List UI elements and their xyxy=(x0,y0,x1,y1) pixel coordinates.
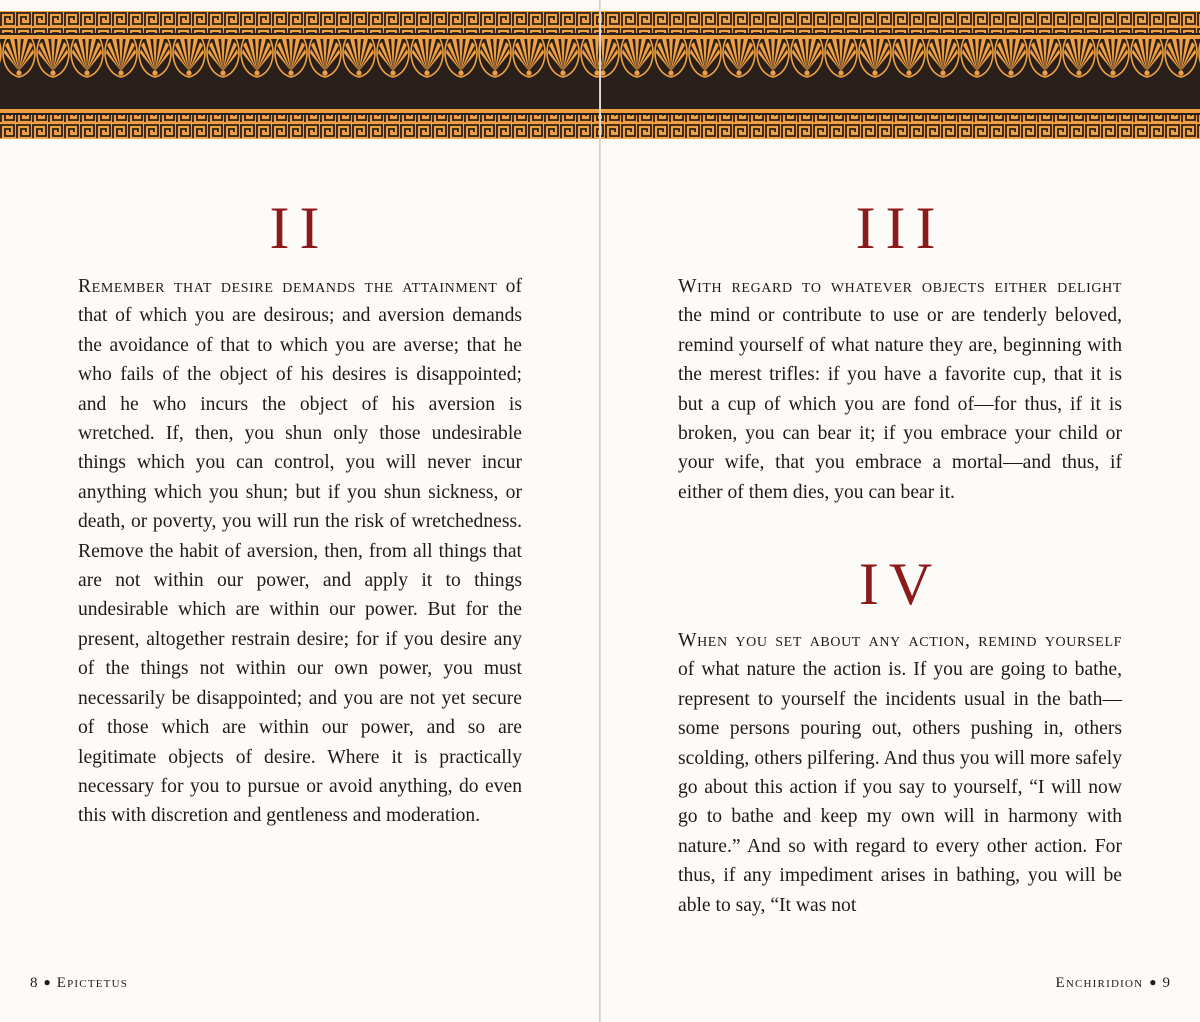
right-page-number: 9 xyxy=(1162,975,1170,991)
greek-palmette-border xyxy=(0,11,599,139)
chapter-number-ii: II xyxy=(269,195,330,261)
chapter-iii-paragraph: the mind or contribute to use or are tenderly beloved, remind yourself of what nature they are, beginning with the merest trifles: if you have a favorite cup, that it is but a cup of which you are fond of—for thus, if it is broken, you can bear it; if you embrace your child or your wife, that you embrace a mortal—and thus, if either of them dies, you can bear it. xyxy=(678,305,1122,503)
chapter-number-iii: III xyxy=(855,195,946,261)
right-running-title: Enchiridion xyxy=(1055,975,1144,991)
folio-bullet-icon: ● xyxy=(1149,975,1157,989)
left-page-number: 8 xyxy=(30,975,38,991)
chapter-ii-paragraph: of that of which you are desirous; and aversion demands the avoidance of that to which you are averse; that he who fails of the object of his desires is disappointed; and he who incurs the object of his aversion is wretched. If, then, you shun only those undesirable things which you can control, you will never incur anything which you shun; but if you shun sickness, or death, or poverty, you will run the risk of wretchedness. Remove the habit of aversion, then, from all things that are not within our power, and apply it to things undesirable which are within our power. But for the present, altogether restrain desire; for if you desire any of the things not within our own power, you must necessarily be disappointed; and you are not yet secure of those which are within our power, and so are legitimate objects of desire. Where it is practically necessary for you to pursue or avoid anything, do even this with discretion and gentleness and moderation. xyxy=(78,276,522,827)
chapter-iii-text xyxy=(678,272,1122,507)
right-folio xyxy=(1056,973,1171,993)
chapter-number-iv: IV xyxy=(858,551,943,617)
chapter-iii-lead-in: With regard to whatever objects either delight xyxy=(678,276,1122,297)
chapter-ii-lead-in: Remember that desire demands the attainment xyxy=(78,276,498,297)
right-page xyxy=(601,0,1200,1022)
chapter-iv-lead-in: When you set about any action, remind yourself xyxy=(678,630,1122,651)
folio-bullet-icon: ● xyxy=(43,975,51,989)
left-folio xyxy=(30,973,128,993)
chapter-iv-text xyxy=(678,626,1122,920)
chapter-ii-text xyxy=(78,272,522,831)
left-running-title: Epictetus xyxy=(56,975,129,991)
greek-palmette-border xyxy=(601,11,1200,139)
chapter-iv-paragraph: of what nature the action is. If you are going to bathe, represent to yourself the incidents usual in the bath—some persons pouring out, others pushing in, others scolding, others pilfering. And thus you will more safely go about this action if you say to yourself, “I will now go to bathe and keep my own will in harmony with nature.” And so with regard to every other action. For thus, if any impediment arises in bathing, you will be able to say, “It was not xyxy=(678,659,1122,916)
left-page xyxy=(0,0,599,1022)
